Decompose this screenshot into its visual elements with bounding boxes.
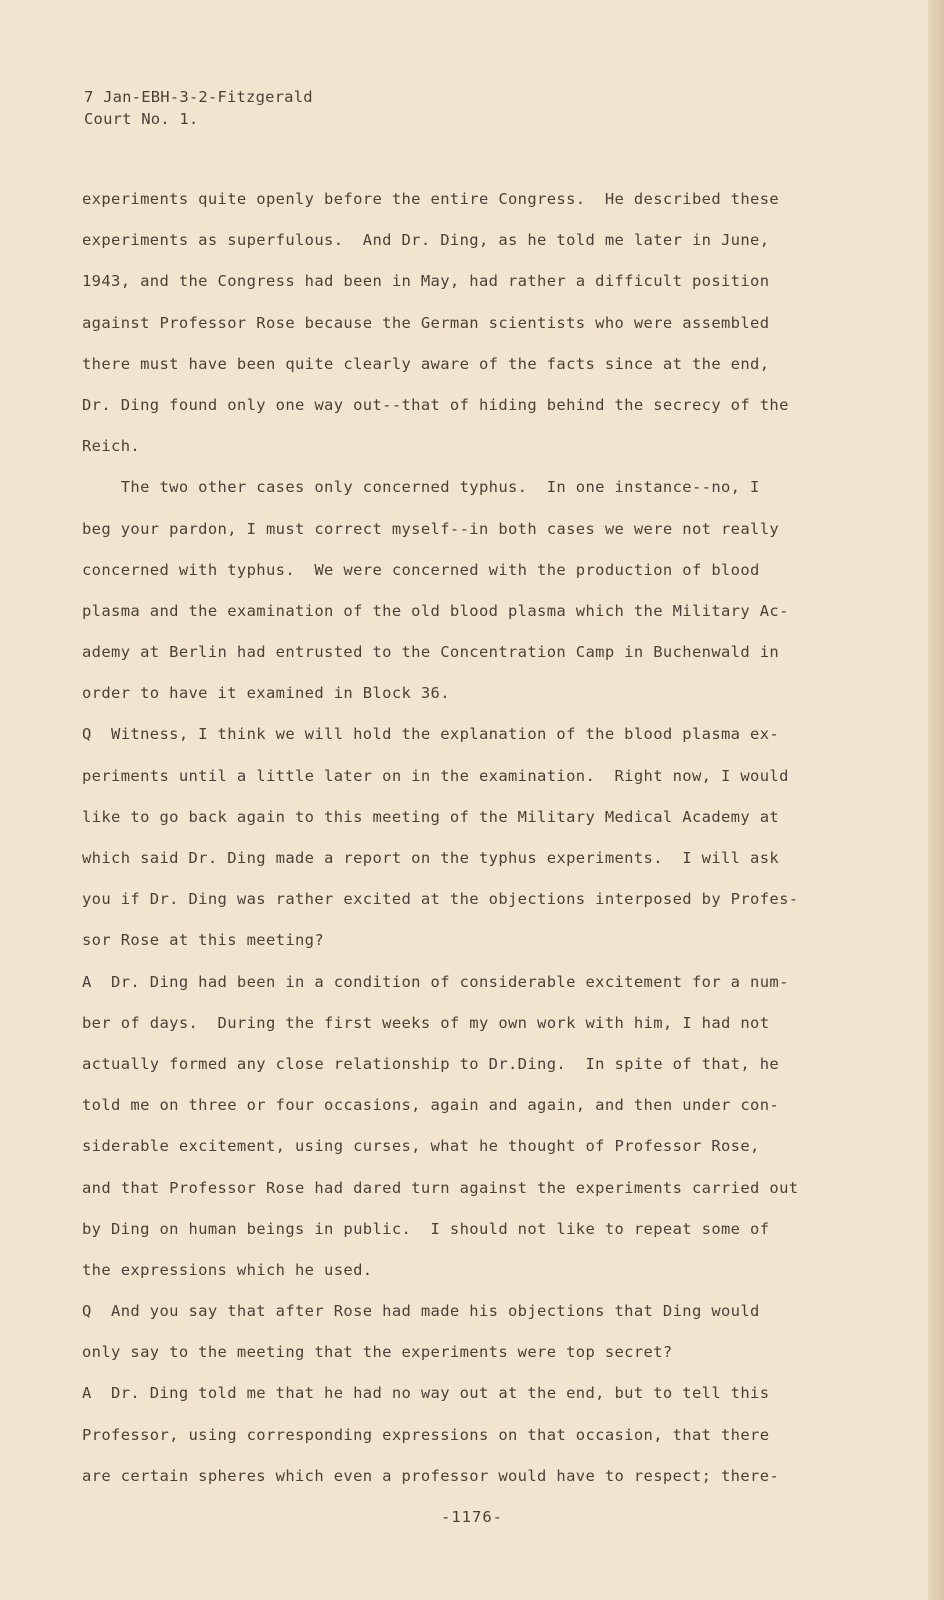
text-line: against Professor Rose because the German scientists who were assembled	[82, 313, 770, 332]
text-line: are certain spheres which even a professor would have to respect; there-	[82, 1466, 780, 1485]
text-line: experiments as superfulous. And Dr. Ding, as he told me later in June,	[82, 231, 770, 250]
text-line: only say to the meeting that the experiments were top secret?	[82, 1343, 673, 1362]
text-line: plasma and the examination of the old blood plasma which the Military Ac-	[82, 601, 789, 620]
text-line: order to have it examined in Block 36.	[82, 684, 450, 703]
text-line: told me on three or four occasions, again and again, and then under con-	[82, 1096, 780, 1115]
text-line: there must have been quite clearly aware of the facts since at the end,	[82, 354, 770, 373]
text-line: the expressions which he used.	[82, 1260, 373, 1279]
text-line: Reich.	[82, 437, 141, 456]
text-line: experiments quite openly before the entire Congress. He described these	[82, 190, 780, 208]
text-line: ademy at Berlin had entrusted to the Concentration Camp in Buchenwald in	[82, 643, 780, 662]
text-line: beg your pardon, I must correct myself--in both cases we were not really	[82, 519, 780, 538]
text-line: and that Professor Rose had dared turn against the experiments carried out	[82, 1178, 799, 1197]
text-line: concerned with typhus. We were concerned with the production of blood	[82, 560, 760, 579]
document-header	[84, 86, 313, 130]
text-line: ber of days. During the first weeks of my own work with him, I had not	[82, 1013, 770, 1032]
text-line: The two other cases only concerned typhus. In one instance--no, I	[82, 478, 760, 497]
transcript-body	[82, 189, 852, 1507]
header-reference: 7 Jan-EBH-3-2-Fitzgerald	[84, 88, 313, 106]
page-edge	[928, 0, 944, 1600]
text-line: 1943, and the Congress had been in May, had rather a difficult position	[82, 272, 770, 291]
text-line: Dr. Ding found only one way out--that of hiding behind the secrecy of the	[82, 395, 789, 414]
text-line: which said Dr. Ding made a report on the typhus experiments. I will ask	[82, 849, 780, 867]
text-line: siderable excitement, using curses, what he thought of Professor Rose,	[82, 1137, 760, 1156]
page-number: -1176-	[441, 1508, 503, 1526]
text-line: sor Rose at this meeting?	[82, 931, 325, 950]
text-line: by Ding on human beings in public. I should not like to repeat some of	[82, 1219, 770, 1238]
text-line: like to go back again to this meeting of the Military Medical Academy at	[82, 807, 780, 826]
text-line: A Dr. Ding told me that he had no way out at the end, but to tell this	[82, 1384, 770, 1403]
header-court: Court No. 1.	[84, 110, 199, 128]
text-line: actually formed any close relationship to Dr.Ding. In spite of that, he	[82, 1054, 780, 1073]
text-line: Q And you say that after Rose had made his objections that Ding would	[82, 1302, 760, 1321]
text-line: periments until a little later on in the examination. Right now, I would	[82, 766, 789, 785]
text-line: A Dr. Ding had been in a condition of considerable excitement for a num-	[82, 972, 789, 991]
text-line: you if Dr. Ding was rather excited at the objections interposed by Profes-	[82, 890, 799, 909]
text-line: Q Witness, I think we will hold the explanation of the blood plasma ex-	[82, 725, 780, 744]
text-line: Professor, using corresponding expressions on that occasion, that there	[82, 1425, 770, 1444]
